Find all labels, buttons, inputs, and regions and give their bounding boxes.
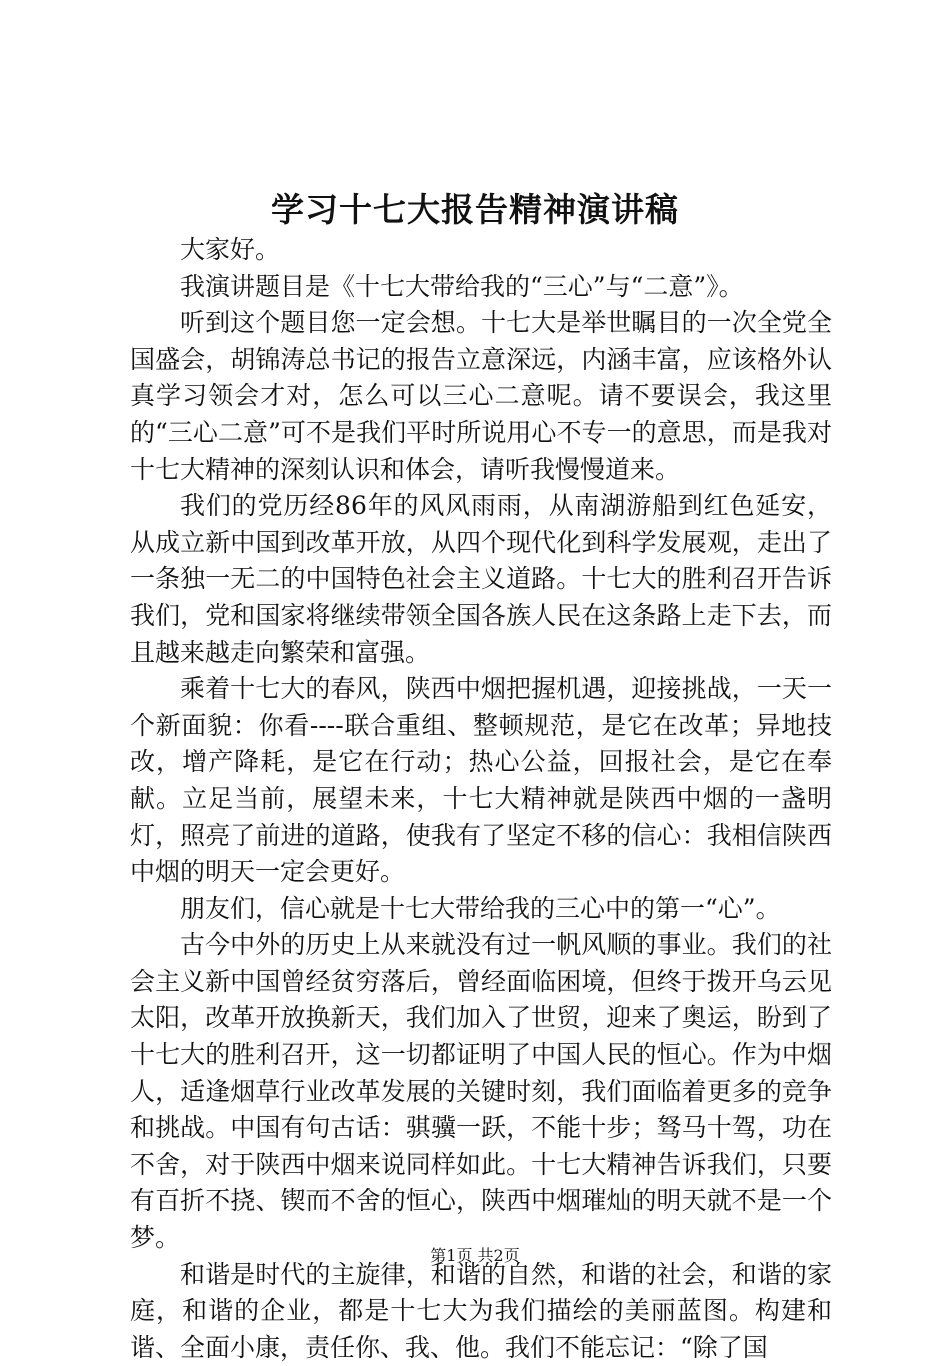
paragraph: 我演讲题目是《十七大带给我的“三心”与“二意”》。 <box>180 271 744 301</box>
document-body <box>130 232 832 1366</box>
document-title: 学习十七大报告精神演讲稿 <box>271 190 679 229</box>
paragraph: 听到这个题目您一定会想。十七大是举世瞩目的一次全党全国盛会，胡锦涛总书记的报告立意深远，内涵丰富，应该格外认真学习领会才对，怎么可以三心二意呢。请不要误会，我这里的“三心二意”可不是我们平时所说用心不专一的意思，而是我对十七大精神的深刻认识和体会，请听我慢慢道来。 <box>130 308 832 484</box>
paragraph: 大家好。 <box>180 235 281 264</box>
paragraph: 和谐是时代的主旋律，和谐的自然，和谐的社会，和谐的家庭，和谐的企业，都是十七大为我们描绘的美丽蓝图。构建和谐、全面小康，责任你、我、他。我们不能忘记：“除了国 <box>130 1259 832 1362</box>
paragraph: 古今中外的历史上从来就没有过一帆风顺的事业。我们的社会主义新中国曾经贫穷落后，曾经面临困境，但终于拨开乌云见太阳，改革开放换新天，我们加入了世贸，迎来了奥运，盼到了十七大的胜利召开，这一切都证明了中国人民的恒心。作为中烟人，适逢烟草行业改革发展的关键时刻，我们面临着更多的竞争和挑战。中国有句古话：骐骥一跃，不能十步；驽马十驾，功在不舍，对于陕西中烟来说同样如此。十七大精神告诉我们，只要有百折不挠、锲而不舍的恒心，陕西中烟璀灿的明天就不是一个梦。 <box>130 930 832 1253</box>
page-footer: 第1页 共2页 <box>430 1246 520 1265</box>
paragraph: 乘着十七大的春风，陕西中烟把握机遇，迎接挑战，一天一个新面貌：你看----联合重组、整顿规范，是它在改革；异地技改，增产降耗，是它在行动；热心公益，回报社会，是它在奉献。立足当前，展望未来，十七大精神就是陕西中烟的一盏明灯，照亮了前进的道路，使我有了坚定不移的信心：我相信陕西中烟的明天一定会更好。 <box>130 674 832 887</box>
paragraph: 我们的党历经86年的风风雨雨，从南湖游船到红色延安，从成立新中国到改革开放，从四个现代化到科学发展观，走出了一条独一无二的中国特色社会主义道路。十七大的胜利召开告诉我们，党和国家将继续带领全国各族人民在这条路上走下去，而且越来越走向繁荣和富强。 <box>130 491 832 667</box>
paragraph: 朋友们，信心就是十七大带给我的三心中的第一“心”。 <box>180 893 781 923</box>
